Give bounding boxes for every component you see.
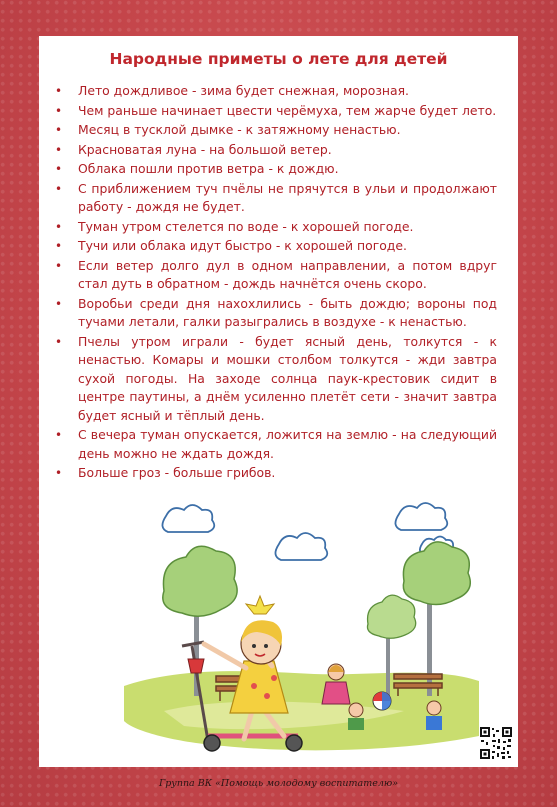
list-item-text: Туман утром стелется по воде - к хорошей погоде. <box>78 218 414 234</box>
bullet: • <box>55 162 63 176</box>
list-item <box>39 121 518 140</box>
cloud-icon <box>275 533 327 560</box>
list-item-text: С вечера туман опускается, ложится на землю - на следующий день можно не ждать дождя. <box>78 427 497 461</box>
list-item-text: Красноватая луна - на большой ветер. <box>78 141 332 157</box>
list-item <box>39 237 518 256</box>
list-item <box>39 464 518 483</box>
bullet: • <box>55 258 63 273</box>
bullet: • <box>55 296 63 311</box>
list-item-text: С приближением туч пчёлы не прячутся в ульи и продолжают работу - дождя не будет. <box>78 180 497 214</box>
bullet: • <box>55 219 63 234</box>
bullet: • <box>55 123 63 137</box>
bullet: • <box>55 103 63 118</box>
list-item <box>39 295 518 332</box>
list-item-text: Месяц в тусклой дымке - к затяжному ненастью. <box>78 122 401 137</box>
list-item-text: Больше гроз - больше грибов. <box>78 465 276 480</box>
cloud-icon <box>395 503 447 530</box>
bullet: • <box>55 428 63 442</box>
list-item <box>39 102 518 121</box>
signs-list <box>39 82 518 484</box>
page-title: Народные приметы о лете для детей <box>109 50 448 68</box>
list-item-text: Пчелы утром играли - будет ясный день, толкутся - к ненастью. Комары и мошки столбом толкутся - жди завтра сухой погоды. На заходе солнца паук-крестовик сидит в центре паутины, а днём усиленно плетёт сети - значит завтра будет ясный и тёплый день. <box>78 333 497 423</box>
list-item-text: Тучи или облака идут быстро - к хорошей погоде. <box>78 238 407 253</box>
ball-icon <box>373 692 391 710</box>
child-sitting-icon <box>322 664 350 704</box>
list-item <box>39 141 518 160</box>
bullet: • <box>55 466 63 480</box>
list-item-text: Воробьи среди дня нахохлились - быть дождю; вороны под тучами летали, галки разыгрались в воздухе - к ненастью. <box>78 295 497 329</box>
list-item <box>39 180 518 217</box>
list-item-text: Если ветер долго дул в одном направлении, а потом вдруг стал дуть в обратном - дождь начнётся очень скоро. <box>78 257 497 291</box>
footer-caption: Группа ВК «Помощь молодому воспитателю» <box>158 778 399 789</box>
list-item <box>39 218 518 237</box>
list-item-text: Чем раньше начинает цвести черёмуха, тем жарче будет лето. <box>78 102 497 118</box>
list-item <box>39 257 518 294</box>
bullet: • <box>55 181 63 196</box>
list-item <box>39 82 518 101</box>
park-illustration <box>104 496 484 766</box>
list-item <box>39 333 518 426</box>
list-item <box>39 426 518 463</box>
bullet: • <box>55 239 63 253</box>
list-item <box>39 160 518 179</box>
list-item-text: Лето дождливое - зима будет снежная, морозная. <box>78 83 409 98</box>
cloud-icon <box>162 505 214 532</box>
bullet: • <box>55 334 63 349</box>
qr-code-icon <box>479 726 513 760</box>
bullet: • <box>55 84 63 98</box>
info-card <box>39 36 518 767</box>
list-item-text: Облака пошли против ветра - к дождю. <box>78 161 339 176</box>
bullet: • <box>55 142 63 157</box>
